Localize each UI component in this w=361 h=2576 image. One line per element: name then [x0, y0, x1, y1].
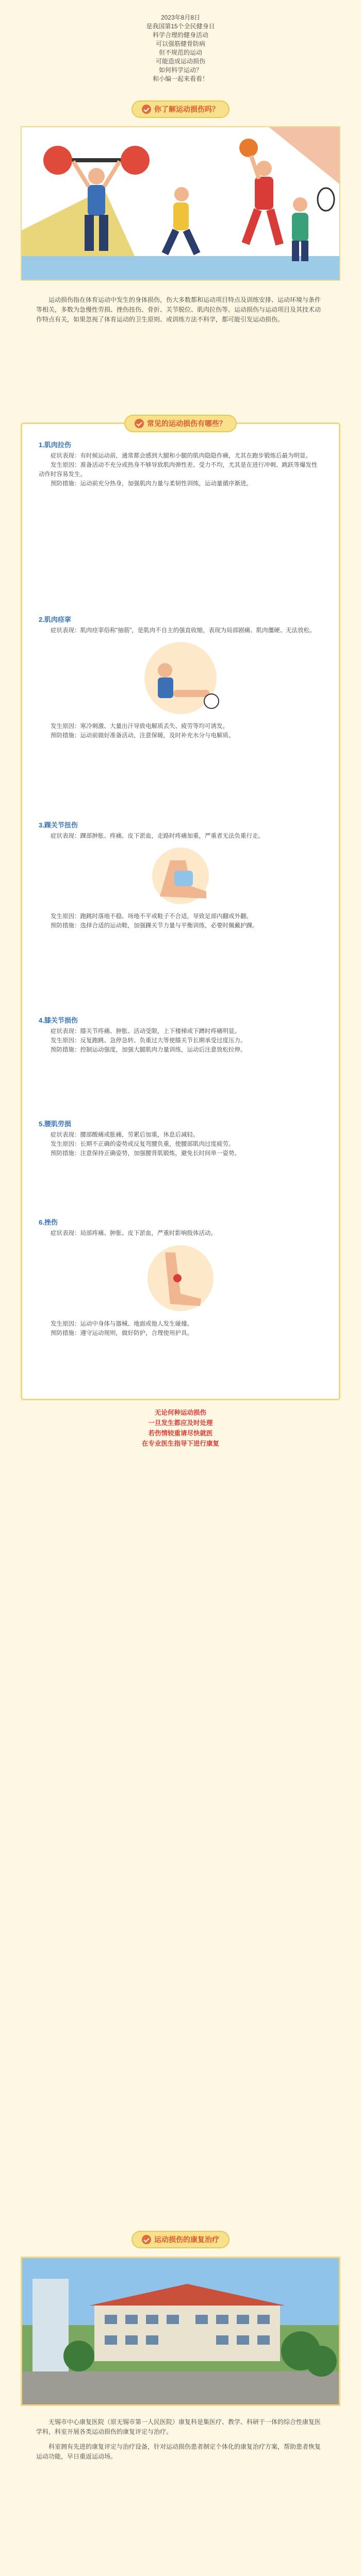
- section-title-text: 常见的运动损伤有哪些？: [147, 419, 226, 428]
- closing-line: 在专业医生指导下进行康复: [141, 1440, 219, 1447]
- check-icon: [142, 105, 151, 114]
- injury-text: 预防措施：控制运动强度，加强大腿肌肉力量训练，运动后注意放松拉伸。: [51, 1047, 247, 1053]
- injury-text: 发生原因：反复跑跳、急停急转、负重过大等使膝关节长期承受过度压力。: [51, 1038, 247, 1044]
- section-title-text: 运动损伤的康复治疗: [154, 2235, 219, 2244]
- injury-text: 发生原因：准备活动不充分或热身不够导致肌肉弹性差、受力不均，尤其是在进行冲刺、跳跃等爆发性动作时容易发生。: [39, 462, 318, 478]
- intro-line: 如何科学运动？: [158, 66, 202, 74]
- intro-line: 但不规范的运动: [158, 49, 202, 56]
- section-rehab: [0, 2231, 361, 2462]
- injury-title: 4.膝关节损伤: [39, 1016, 78, 1024]
- injury-text: 发生原因：运动中身体与器械、地面或他人发生碰撞。: [51, 1321, 193, 1327]
- injury-title: 1.肌肉拉伤: [39, 441, 71, 449]
- sports-illustration: [21, 126, 340, 281]
- injury-title: 5.腰肌劳损: [39, 1120, 71, 1128]
- intro-line: 可能造成运动损伤: [155, 58, 205, 65]
- rehab-paragraph: 科室拥有先进的康复评定与治疗设备，针对运动损伤患者制定个体化的康复治疗方案，帮助患者恢复运动功能，早日重返运动场。: [36, 2443, 321, 2460]
- injury-text: 症状表现：有时候运动前，通常都会感到大腿和小腿的肌肉隐隐作痛，尤其在跑步锻炼后最为明显。: [51, 453, 311, 459]
- injury-text: 预防措施：选择合适的运动鞋，加强踝关节力量与平衡训练，必要时佩戴护踝。: [51, 923, 258, 929]
- injury-title: 3.踝关节扭伤: [39, 821, 78, 829]
- injury-item: [39, 1015, 322, 1055]
- hospital-photo: [21, 2257, 340, 2406]
- closing-advice: [0, 1400, 361, 1456]
- injury-text: 发生原因：长期不正确的姿势或反复弯腰负重，使腰部肌肉过度疲劳。: [51, 1141, 235, 1147]
- section-title: [0, 100, 361, 118]
- injury-text: 症状表现：腰部酸痛或胀痛，劳累后加重，休息后减轻。: [51, 1132, 199, 1138]
- injured-player-illustration: [39, 639, 322, 717]
- ankle-icepack-illustration: [39, 845, 322, 907]
- closing-line: 一旦发生都应及时处理: [148, 1419, 213, 1427]
- injury-text: 症状表现：肌肉痉挛俗称“抽筋”，是肌肉不自主的强直收缩，表现为局部剧痛、肌肉僵硬、无法放松。: [51, 628, 316, 634]
- section1-paragraph: 运动损伤指在体育运动中发生的身体损伤，伤大多数都和运动项目特点及训练安排、运动环境与条件等相关，多数为急慢性劳损、挫伤扭伤、骨折、关节脱位、肌肉拉伤等。运动损伤与运动项目及其技术动作特点有关，如果忽视了体育运动的卫生原则、或训练方法不科学，都可能引发运动损伤。: [36, 296, 321, 323]
- section-common-injuries: [0, 419, 361, 1456]
- closing-line: 无论何种运动损伤: [154, 1409, 206, 1416]
- injury-text: 预防措施：遵守运动规则，做好防护，合理使用护具。: [51, 1330, 193, 1336]
- section-title-text: 你了解运动损伤吗？: [154, 105, 219, 113]
- injuries-card: [21, 419, 340, 1400]
- injury-text: 发生原因：寒冷刺激、大量出汗导致电解质丢失、疲劳等均可诱发。: [51, 723, 228, 730]
- intro-line: 科学合理的健身活动: [152, 31, 208, 39]
- check-icon: [142, 2235, 151, 2244]
- closing-line: 若伤情较重请尽快就医: [148, 1430, 213, 1437]
- injury-title: 2.肌肉痉挛: [39, 616, 71, 623]
- rehab-paragraph: 无锡市中心康复医院（原无锡市第一人民医院）康复科是集医疗、教学、科研于一体的综合性康复医学科，科室开展各类运动损伤的康复评定与治疗。: [36, 2418, 321, 2435]
- injury-item: [39, 439, 322, 488]
- intro: [0, 0, 361, 88]
- injury-item: [39, 820, 322, 930]
- injury-text: 预防措施：运动前做好准备活动，注意保暖，及时补充水分与电解质。: [51, 733, 235, 739]
- intro-line: 可以强筋健骨防病: [155, 40, 205, 47]
- injury-text: 预防措施：运动前充分热身，加强肌肉力量与柔韧性训练，运动量循序渐进。: [51, 481, 252, 487]
- injury-text: 症状表现：局部疼痛、肿胀、皮下淤血，严重时影响肢体活动。: [51, 1230, 217, 1236]
- check-icon: [135, 419, 144, 428]
- intro-line: 是我国第15个全民健身日: [146, 23, 215, 30]
- intro-date: 2023年8月8日: [160, 14, 201, 21]
- section-title: [124, 415, 237, 432]
- injury-item: [39, 1118, 322, 1158]
- injury-item: [39, 614, 322, 740]
- section-title: [0, 2231, 361, 2248]
- injury-text: 症状表现：膝关节疼痛、肿胀、活动受限，上下楼梯或下蹲时疼痛明显。: [51, 1028, 240, 1035]
- injury-text: 预防措施：注意保持正确姿势，加强腰背肌锻炼，避免长时间单一姿势。: [51, 1150, 240, 1157]
- injury-text: 发生原因：跑跳时落地不稳、场地不平或鞋子不合适，导致足部内翻或外翻。: [51, 913, 252, 920]
- section-injury-intro: [0, 100, 361, 325]
- intro-line: 和小编一起来看看！: [152, 75, 208, 82]
- injury-title: 6.挫伤: [39, 1218, 58, 1226]
- injury-item: [39, 1217, 322, 1338]
- bruised-leg-illustration: [39, 1242, 322, 1314]
- injury-text: 症状表现：踝部肿胀、疼痛、皮下淤血，走路时疼痛加重，严重者无法负重行走。: [51, 833, 264, 839]
